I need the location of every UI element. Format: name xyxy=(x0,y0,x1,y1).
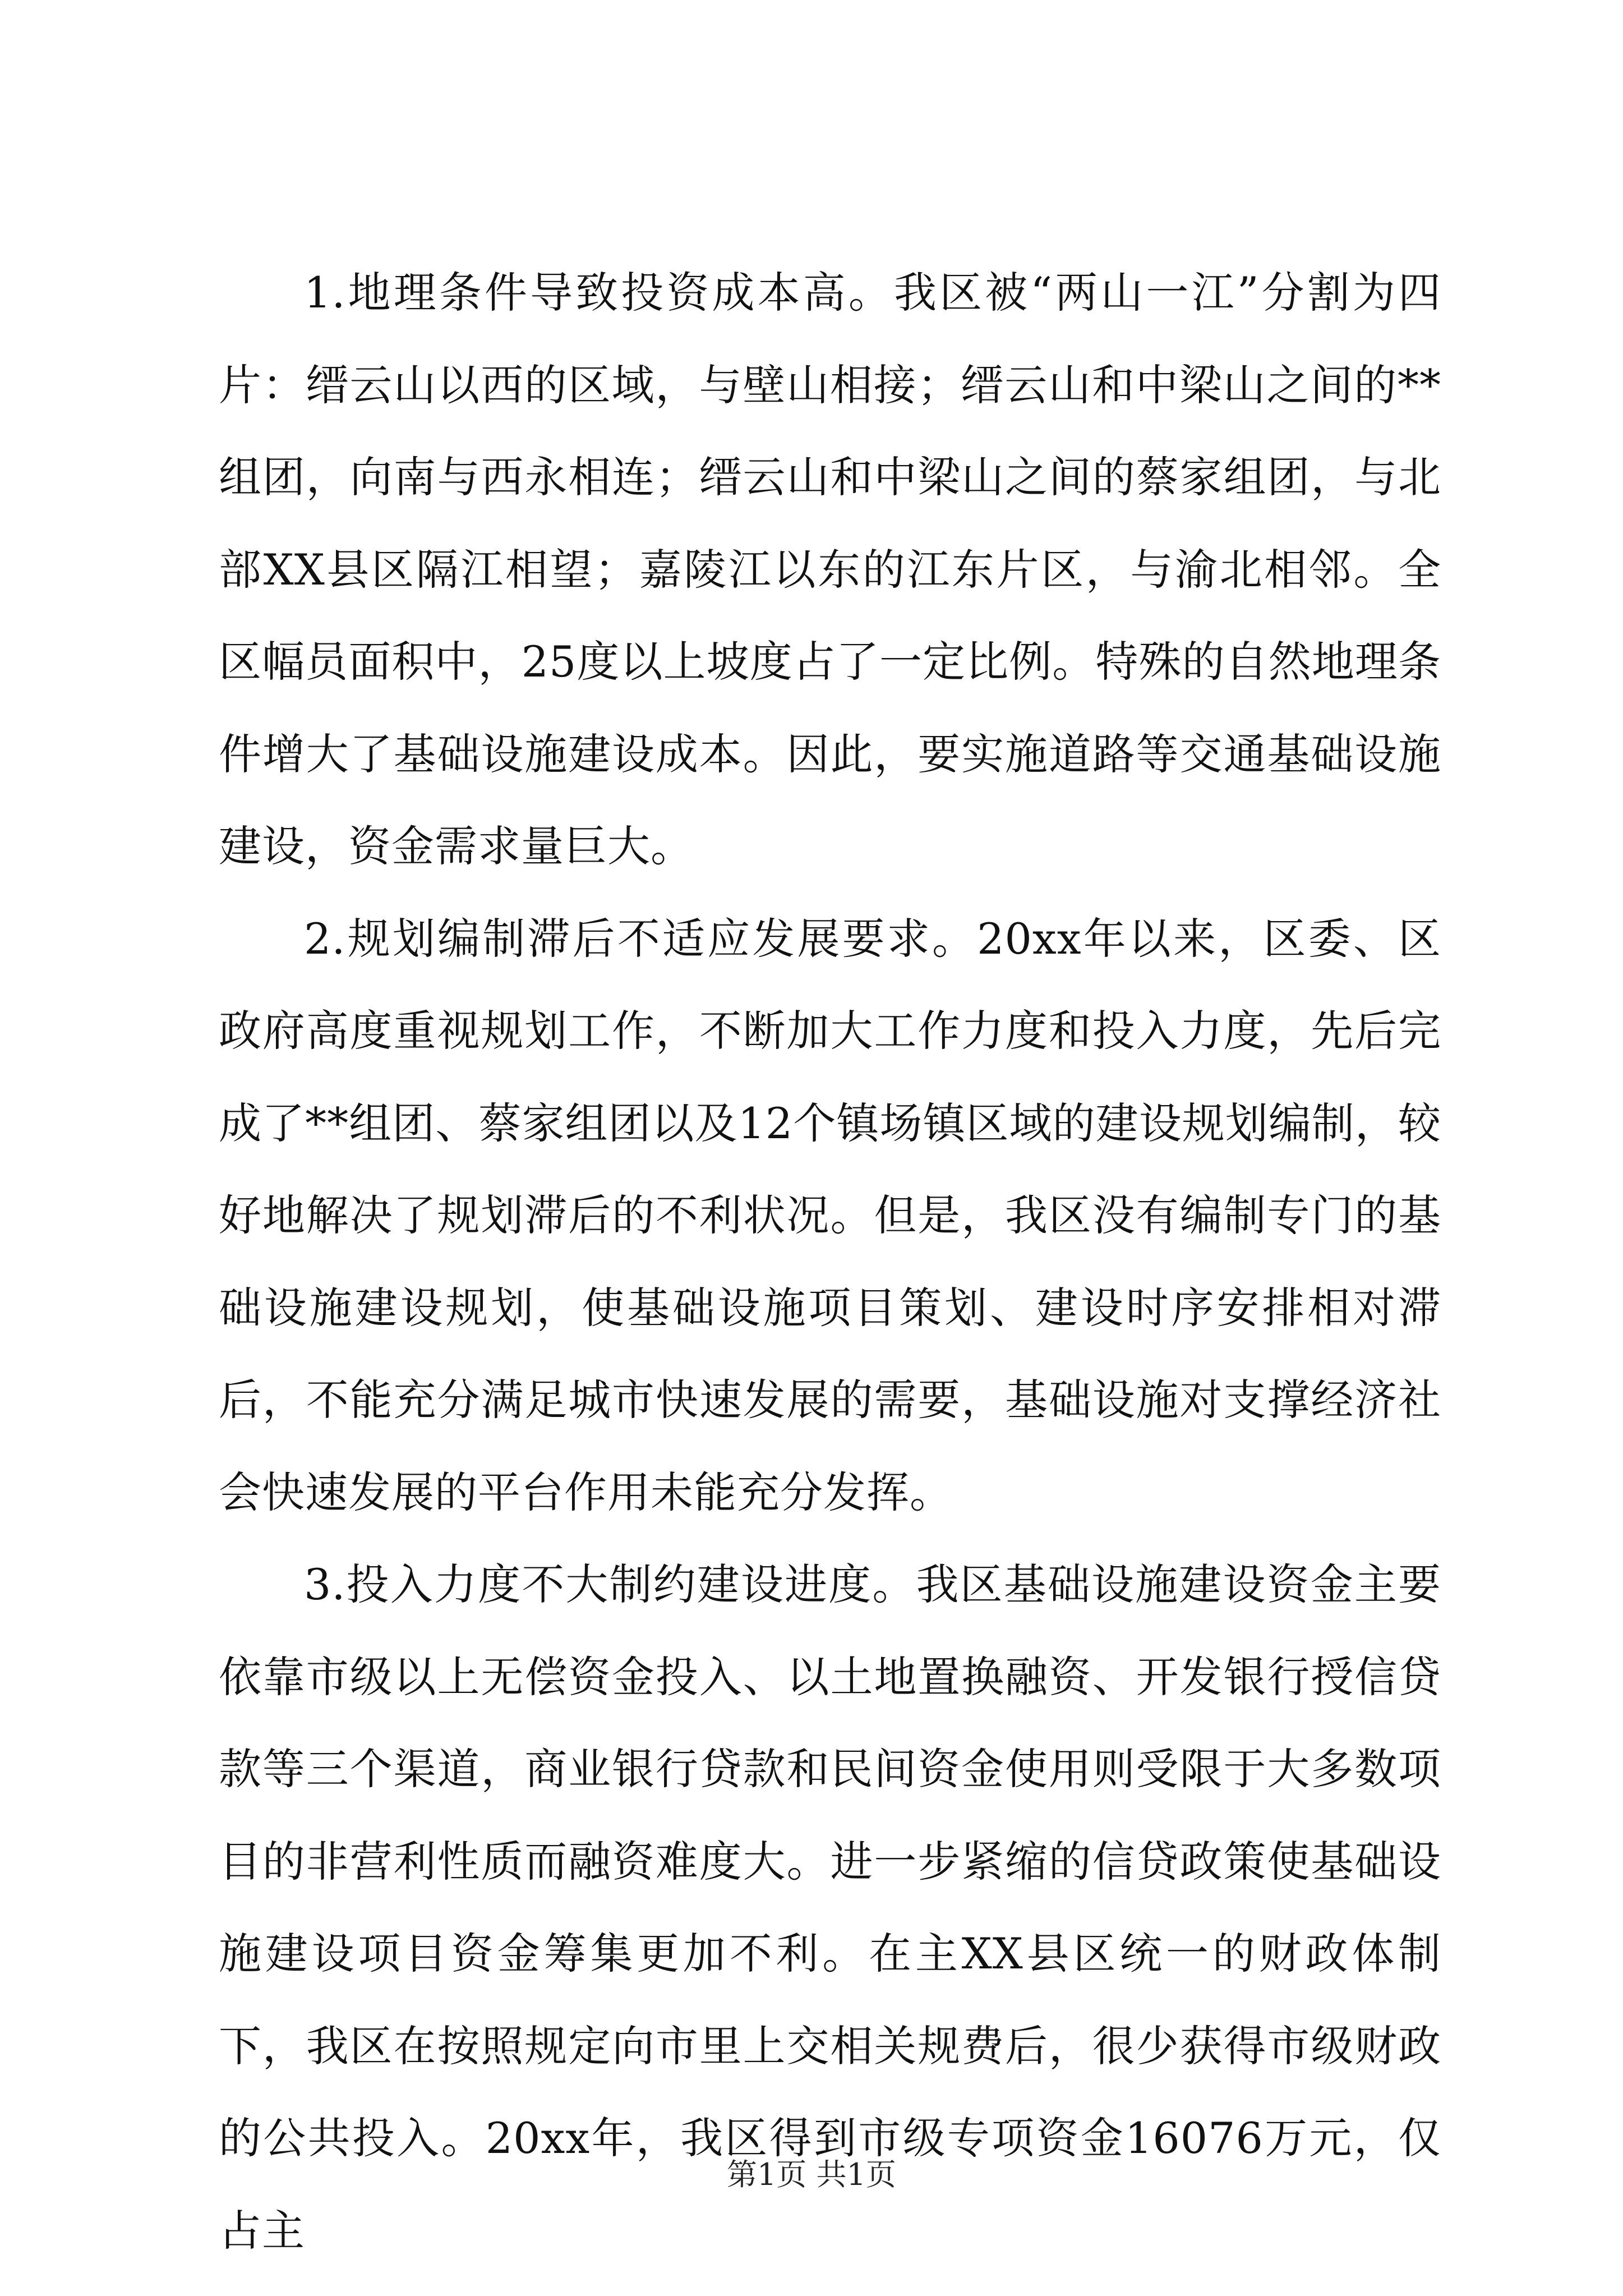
paragraph-3: 3.投入力度不大制约建设进度。我区基础设施建设资金主要依靠市级以上无偿资金投入、以土地置换融资、开发银行授信贷款等三个渠道，商业银行贷款和民间资金使用则受限于大多数项目的非营利性质而融资难度大。进一步紧缩的信贷政策使基础设施建设项目资金筹集更加不利。在主XX县区统一的财政体制下，我区在按照规定向市里上交相关规费后，很少获得市级财政的公共投入。20xx年，我区得到市级专项资金16076万元，仅占主 xyxy=(219,1559,1441,2256)
document-body xyxy=(219,247,1441,2277)
page-footer: 第1页 共1页 xyxy=(727,2157,896,2192)
paragraph-2: 2.规划编制滞后不适应发展要求。20xx年以来，区委、区政府高度重视规划工作，不断加大工作力度和投入力度，先后完成了**组团、蔡家组团以及12个镇场镇区域的建设规划编制，较好地解决了规划滞后的不利状况。但是，我区没有编制专门的基础设施建设规划，使基础设施项目策划、建设时序安排相对滞后，不能充分满足城市快速发展的需要，基础设施对支撑经济社会快速发展的平台作用未能充分发挥。 xyxy=(219,913,1441,1517)
paragraph-1: 1.地理条件导致投资成本高。我区被“两山一江”分割为四片：缙云山以西的区域，与壁山相接；缙云山和中梁山之间的**组团，向南与西永相连；缙云山和中梁山之间的蔡家组团，与北部XX县区隔江相望；嘉陵江以东的江东片区，与渝北相邻。全区幅员面积中，25度以上坡度占了一定比例。特殊的自然地理条件增大了基础设施建设成本。因此，要实施道路等交通基础设施建设，资金需求量巨大。 xyxy=(219,268,1441,871)
